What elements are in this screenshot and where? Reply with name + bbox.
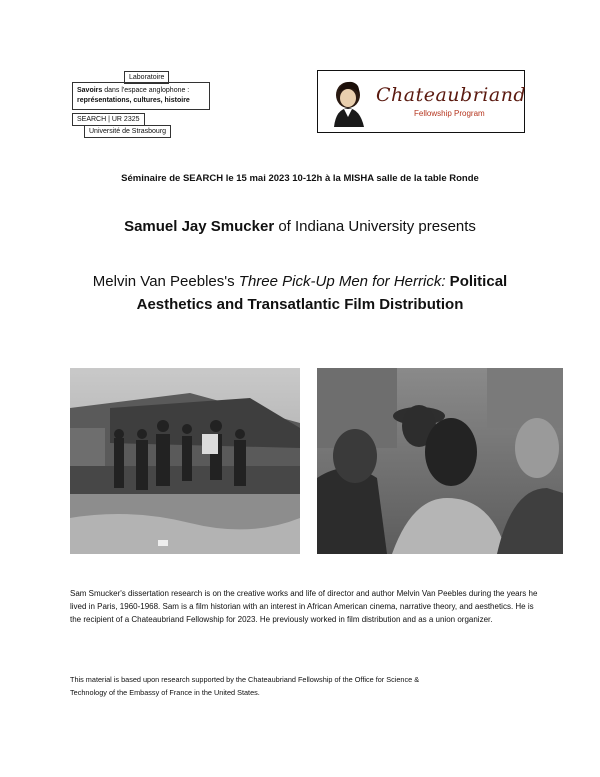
logo-line2: représentations, cultures, histoire — [77, 97, 190, 105]
film-still-portrait-photo — [317, 368, 563, 554]
chateaubriand-title: Chateaubriand — [376, 84, 527, 106]
speaker-bio: Sam Smucker's dissertation research is on the creative works and life of director and author Melvin Van Peebles during the years he lived in Paris, 1960-1968. Sam is a film historian with an interest in African American cinema, narrative theory, and aesthetics. He is the recipient of a Chateaubriand Fellowship for 2023. He previously worked in film distribution and as a union organizer. — [70, 589, 538, 624]
chateaubriand-logo — [317, 70, 525, 133]
talk-title-line2: Aesthetics and Transatlantic Film Distribution — [136, 296, 464, 314]
logo-laboratoire-label: Laboratoire — [124, 71, 169, 84]
seminar-line: Séminaire de SEARCH le 15 mai 2023 10-12h à la MISHA salle de la table Ronde — [121, 173, 479, 184]
logo-savoirs: Savoirs — [77, 87, 103, 94]
presenter-affiliation: of Indiana University presents — [274, 218, 476, 235]
talk-title-prefix: Melvin Van Peebles's — [92, 273, 239, 290]
chateaubriand-subtitle: Fellowship Program — [414, 109, 485, 118]
logo-line1-rest: dans l'espace anglophone : — [102, 87, 190, 94]
talk-title-rest: Political — [445, 273, 508, 290]
presenter-name: Samuel Jay Smucker — [124, 218, 275, 235]
logo-search-code: SEARCH | UR 2325 — [72, 113, 145, 126]
logo-lab-main-box — [72, 82, 210, 110]
portrait-icon — [326, 77, 372, 127]
talk-title — [60, 270, 540, 317]
presenter-line — [0, 218, 600, 235]
funding-note-line1: This material is based upon research supported by the Chateaubriand Fellowship of the Office for Science & — [70, 675, 420, 684]
logo-university: Université de Strasbourg — [84, 125, 171, 138]
talk-film-title: Three Pick-Up Men for Herrick: — [238, 273, 446, 290]
funding-note-line2: Technology of the Embassy of France in the United States. — [70, 687, 260, 697]
funding-note — [70, 674, 550, 700]
film-still-group-photo — [70, 368, 300, 554]
